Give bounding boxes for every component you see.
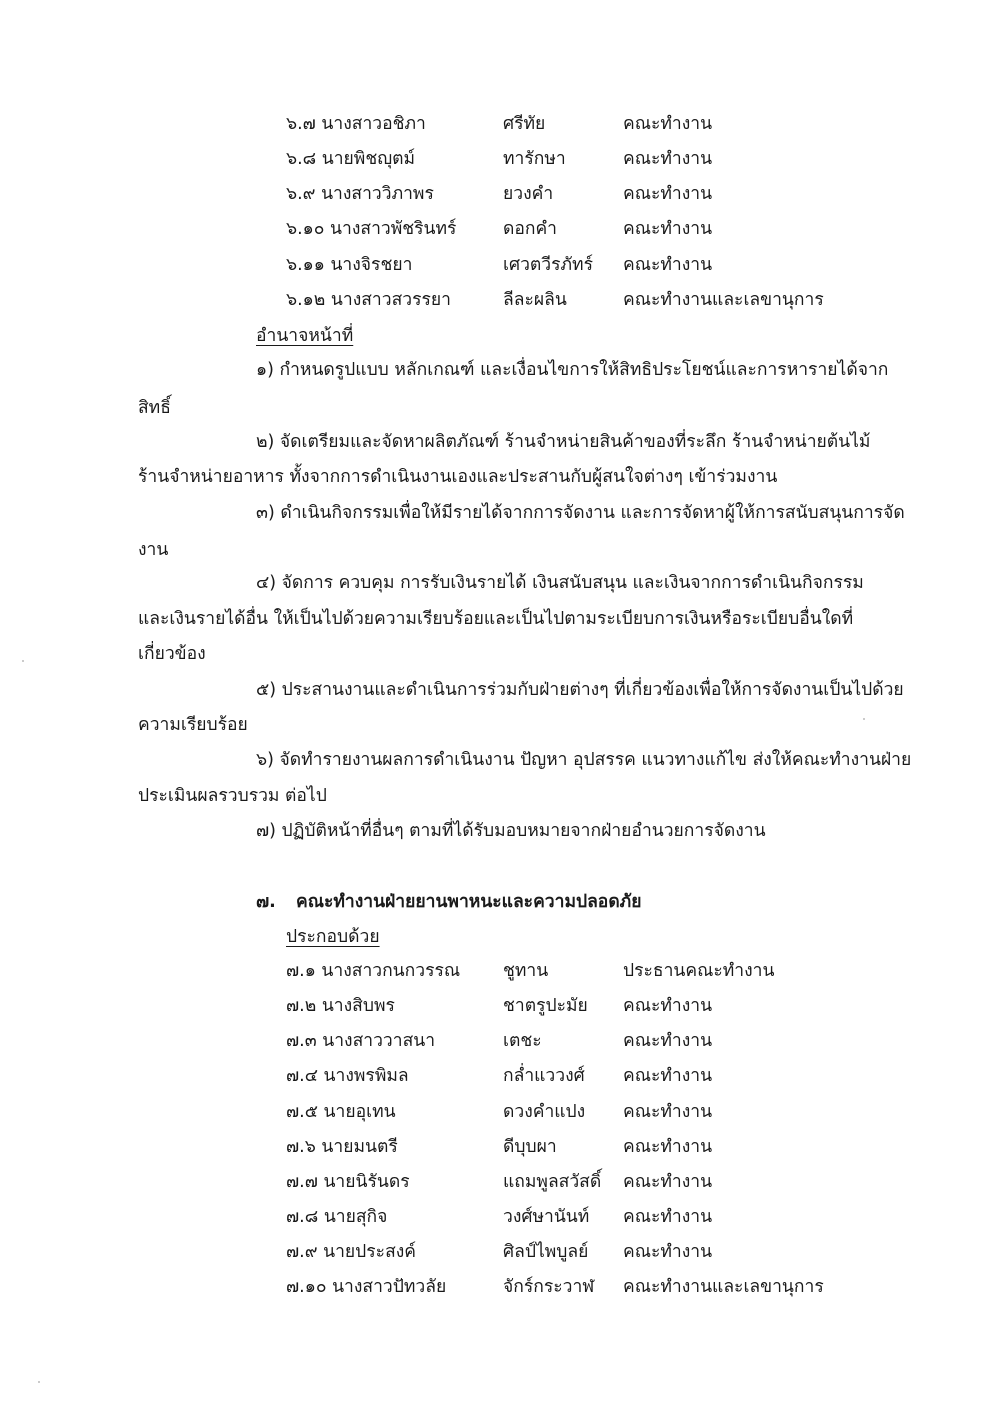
- scan-speck: [22, 660, 24, 662]
- duty-7-line-1: ๗) ปฏิบัติหน้าที่อื่นๆ ตามที่ได้รับมอบหมายจากฝ่ายอำนวยการจัดงาน: [256, 821, 766, 841]
- member-name: ๖.๑๑ นางจิรชยา: [286, 255, 413, 275]
- member-name: ๖.๗ นางสาวอชิภา: [286, 114, 426, 134]
- duty-6-line-1: ๖) จัดทำรายงานผลการดำเนินงาน ปัญหา อุปสรรค แนวทางแก้ไข ส่งให้คณะทำงานฝ่าย: [256, 750, 912, 770]
- member-row: [286, 1023, 886, 1059]
- member-surname: กล่ำแววงศ์: [503, 1066, 585, 1086]
- scan-speck: [863, 718, 865, 720]
- member-name: ๗.๓ นางสาววาสนา: [286, 1031, 436, 1051]
- member-name: ๖.๙ นางสาววิภาพร: [286, 184, 434, 204]
- member-surname: วงศ์ษานันท์: [503, 1207, 590, 1227]
- member-surname: ศรีทัย: [503, 114, 546, 134]
- section7-title: คณะทำงานฝ่ายยานพาหนะและความปลอดภัย: [296, 892, 642, 912]
- member-role: คณะทำงาน: [623, 1102, 713, 1122]
- member-surname: ดีบุบผา: [503, 1137, 557, 1157]
- member-row: [286, 1058, 886, 1094]
- member-role: คณะทำงาน: [623, 1242, 713, 1262]
- member-role: คณะทำงาน: [623, 219, 713, 239]
- member-role: คณะทำงาน: [623, 184, 713, 204]
- duties-heading: อำนาจหน้าที่: [256, 326, 354, 346]
- scan-speck: [38, 1381, 40, 1383]
- member-surname: ลีละผลิน: [503, 290, 567, 310]
- member-surname: ยวงคำ: [503, 184, 554, 204]
- member-row: [286, 1234, 886, 1270]
- member-name: ๗.๑๐ นางสาวปัทวลัย: [286, 1277, 447, 1297]
- member-role: คณะทำงาน: [623, 1207, 713, 1227]
- member-row: [286, 141, 886, 177]
- duty-6-line-2: ประเมินผลรวบรวม ต่อไป: [138, 786, 327, 806]
- member-role: คณะทำงาน: [623, 1172, 713, 1192]
- member-row: [286, 1094, 886, 1130]
- member-name: ๖.๑๒ นางสาวสวรรยา: [286, 290, 451, 310]
- member-surname: เศวตวีรภัทร์: [503, 255, 593, 275]
- member-surname: ทารักษา: [503, 149, 566, 169]
- member-role: คณะทำงาน: [623, 1031, 713, 1051]
- member-row: [286, 1164, 886, 1200]
- member-row: [286, 1129, 886, 1165]
- member-role: คณะทำงาน: [623, 114, 713, 134]
- member-row: [286, 1199, 886, 1235]
- member-role: คณะทำงาน: [623, 255, 713, 275]
- member-surname: ดวงคำแปง: [503, 1102, 586, 1122]
- member-name: ๗.๒ นางสิบพร: [286, 996, 395, 1016]
- member-surname: จักร์กระวาฬ: [503, 1277, 595, 1297]
- duty-3-line-2: งาน: [138, 540, 169, 560]
- member-role: คณะทำงาน: [623, 149, 713, 169]
- member-name: ๗.๙ นายประสงค์: [286, 1242, 417, 1262]
- duty-3-line-1: ๓) ดำเนินกิจกรรมเพื่อให้มีรายได้จากการจัดงาน และการจัดหาผู้ให้การสนับสนุนการจัด: [256, 503, 905, 523]
- member-role: ประธานคณะทำงาน: [623, 961, 775, 981]
- duty-1-line-1: ๑) กำหนดรูปแบบ หลักเกณฑ์ และเงื่อนไขการให้สิทธิประโยชน์และการหารายได้จาก: [256, 360, 889, 380]
- member-name: ๖.๑๐ นางสาวพัชรินทร์: [286, 219, 457, 239]
- member-row: [286, 953, 886, 989]
- member-name: ๖.๘ นายพิชญุตม์: [286, 149, 416, 169]
- member-row: [286, 211, 886, 247]
- duty-2-line-1: ๒) จัดเตรียมและจัดหาผลิตภัณฑ์ ร้านจำหน่ายสินค้าของที่ระลึก ร้านจำหน่ายต้นไม้: [256, 432, 871, 452]
- section7-heading: [256, 884, 641, 920]
- member-role: คณะทำงาน: [623, 1137, 713, 1157]
- member-surname: ชาตรูปะมัย: [503, 996, 588, 1016]
- member-row: [286, 282, 886, 318]
- member-row: [286, 988, 886, 1024]
- section7-number: ๗.: [256, 892, 276, 912]
- member-surname: เตชะ: [503, 1031, 542, 1051]
- member-name: ๗.๕ นายอุเทน: [286, 1102, 396, 1122]
- member-surname: ดอกคำ: [503, 219, 558, 239]
- member-name: ๗.๗ นายนิรันดร: [286, 1172, 410, 1192]
- member-name: ๗.๘ นายสุกิจ: [286, 1207, 388, 1227]
- member-surname: ชูทาน: [503, 961, 549, 981]
- duty-5-line-1: ๕) ประสานงานและดำเนินการร่วมกับฝ่ายต่างๆ ที่เกี่ยวข้องเพื่อให้การจัดงานเป็นไปด้วย: [256, 680, 904, 700]
- member-surname: แถมพูลสวัสดิ์: [503, 1172, 602, 1192]
- member-row: [286, 247, 886, 283]
- member-name: ๗.๑ นางสาวกนกวรรณ: [286, 961, 461, 981]
- member-role: คณะทำงานและเลขานุการ: [623, 1277, 824, 1297]
- duty-5-line-2: ความเรียบร้อย: [138, 715, 248, 735]
- member-row: [286, 176, 886, 212]
- member-role: คณะทำงานและเลขานุการ: [623, 290, 824, 310]
- member-row: [286, 106, 886, 142]
- duty-4-line-3: เกี่ยวข้อง: [138, 644, 206, 664]
- member-role: คณะทำงาน: [623, 1066, 713, 1086]
- member-name: ๗.๔ นางพรพิมล: [286, 1066, 409, 1086]
- duty-4-line-2: และเงินรายได้อื่น ให้เป็นไปด้วยความเรียบร้อยและเป็นไปตามระเบียบการเงินหรือระเบียบอื่นใดที่: [138, 609, 854, 629]
- duty-2-line-2: ร้านจำหน่ายอาหาร ทั้งจากการดำเนินงานเองและประสานกับผู้สนใจต่างๆ เข้าร่วมงาน: [138, 467, 778, 487]
- member-role: คณะทำงาน: [623, 996, 713, 1016]
- duty-1-line-2: สิทธิ์: [138, 398, 171, 418]
- composed-of-label: ประกอบด้วย: [286, 927, 380, 947]
- member-name: ๗.๖ นายมนตรี: [286, 1137, 398, 1157]
- member-surname: ศิลป์ไพบูลย์: [503, 1242, 589, 1262]
- duty-4-line-1: ๔) จัดการ ควบคุม การรับเงินรายได้ เงินสนับสนุน และเงินจากการดำเนินกิจกรรม: [256, 573, 864, 593]
- member-row: [286, 1269, 886, 1305]
